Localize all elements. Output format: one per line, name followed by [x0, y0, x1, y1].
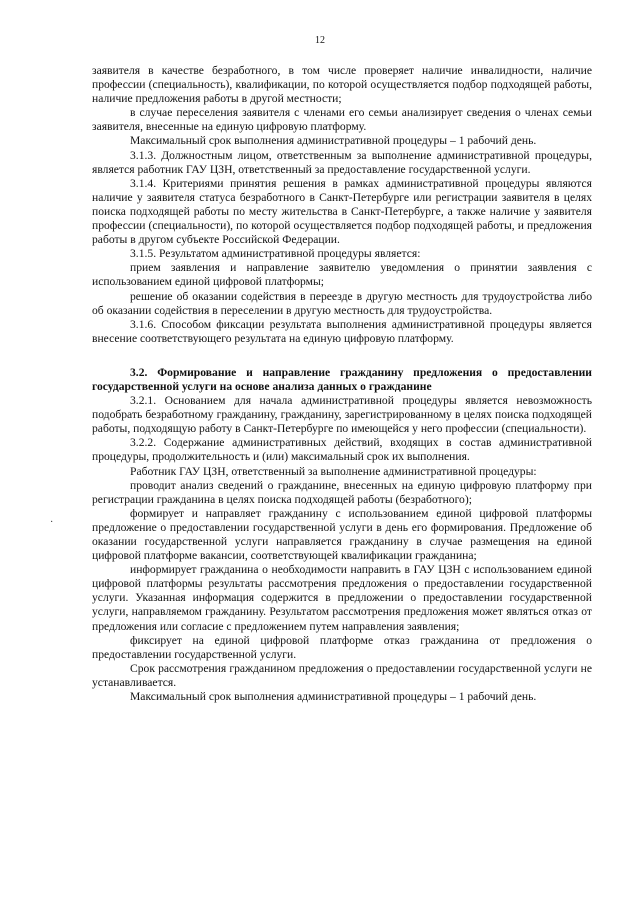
paragraph: в случае переселения заявителя с членами его семьи анализирует сведения о членах семьи заявителя, внесенные на единую цифровую платформу. — [92, 106, 592, 134]
paragraph: решение об оказании содействия в переезде в другую местность для трудоустройства либо об оказании содействия в переселении в другую местность для трудоустройства. — [92, 289, 592, 317]
paragraph: 3.1.5. Результатом административной процедуры является: — [130, 247, 421, 261]
paragraph: проводит анализ сведений о гражданине, внесенных на единую цифровую платформу при регистрации гражданина в целях поиска подходящей работы (безработного); — [92, 478, 592, 506]
paragraph: 3.1.3. Должностным лицом, ответственным за выполнение административной процедуры, является работник ГАУ ЦЗН, ответственный за предоставление государственной услуги. — [92, 148, 592, 176]
paragraph: 3.1.4. Критериями принятия решения в рамках административной процедуры являются наличие у заявителя статуса безработного в Санкт-Петербурге или регистрации заявителя в целях поиска подходящей работы по месту жительства в Санкт-Петербурге, а также наличие у заявителя профессии (специальности), по которой осуществляется подбор подходящей работы, и предложения работы в другом субъекте Российской Федерации. — [92, 176, 592, 247]
paragraph: Работник ГАУ ЦЗН, ответственный за выполнение административной процедуры: — [130, 464, 537, 478]
page-number: 12 — [315, 35, 325, 46]
paragraph: заявителя в качестве безработного, в том числе проверяет наличие инвалидности, наличие профессии (специальность), квалификации, по которой осуществляется подбор подходящей работы, наличие предложения работы в другой местности; — [92, 64, 592, 106]
paragraph: прием заявления и направление заявителю уведомления о принятии заявления с использованием единой цифровой платформы; — [92, 261, 592, 289]
paragraph: 3.2.2. Содержание административных действий, входящих в состав административной процедуры, продолжительность и (или) максимальный срок их выполнения. — [92, 436, 592, 464]
paragraph: формирует и направляет гражданину с использованием единой цифровой платформы предложение о предоставлении государственной услуги в день его формирования. Предложение об оказании государственной услуги направляется гражданину в случае размещения на единой цифровой платформе вакансии, соответствующей квалификации гражданина; — [92, 506, 592, 563]
paragraph: информирует гражданина о необходимости направить в ГАУ ЦЗН с использованием единой цифровой платформы результаты рассмотрения предложения о предоставлении государственной услуги. Указанная информация содержится в предложении о предоставлении государственной услуги, направляемом гражданину. Результатом рассмотрения предложения может являться отказ от предложения или согласие с предложением путем направления заявления; — [92, 563, 592, 633]
paragraph: фиксирует на единой цифровой платформе отказ гражданина от предложения о предоставлении государственной услуги. — [92, 633, 592, 661]
paragraph: Максимальный срок выполнения административной процедуры – 1 рабочий день. — [130, 690, 537, 704]
margin-mark: · — [50, 517, 54, 528]
section-heading: 3.2. Формирование и направление гражданину предложения о предоставлении государственной услуги на основе анализа данных о гражданине — [92, 365, 592, 393]
paragraph: Срок рассмотрения гражданином предложения о предоставлении государственной услуги не устанавливается. — [92, 661, 592, 689]
paragraph: Максимальный срок выполнения административной процедуры – 1 рабочий день. — [130, 134, 537, 148]
document-body — [92, 64, 592, 704]
paragraph: 3.2.1. Основанием для начала административной процедуры является невозможность подобрать безработному гражданину, гражданину, зарегистрированному в целях поиска подходящей работы, подходящую работу в Санкт-Петербурге по имеющейся у него профессии (специальности). — [92, 394, 592, 436]
paragraph: 3.1.6. Способом фиксации результата выполнения административной процедуры является внесение соответствующего результата на единую цифровую платформу. — [92, 317, 592, 345]
